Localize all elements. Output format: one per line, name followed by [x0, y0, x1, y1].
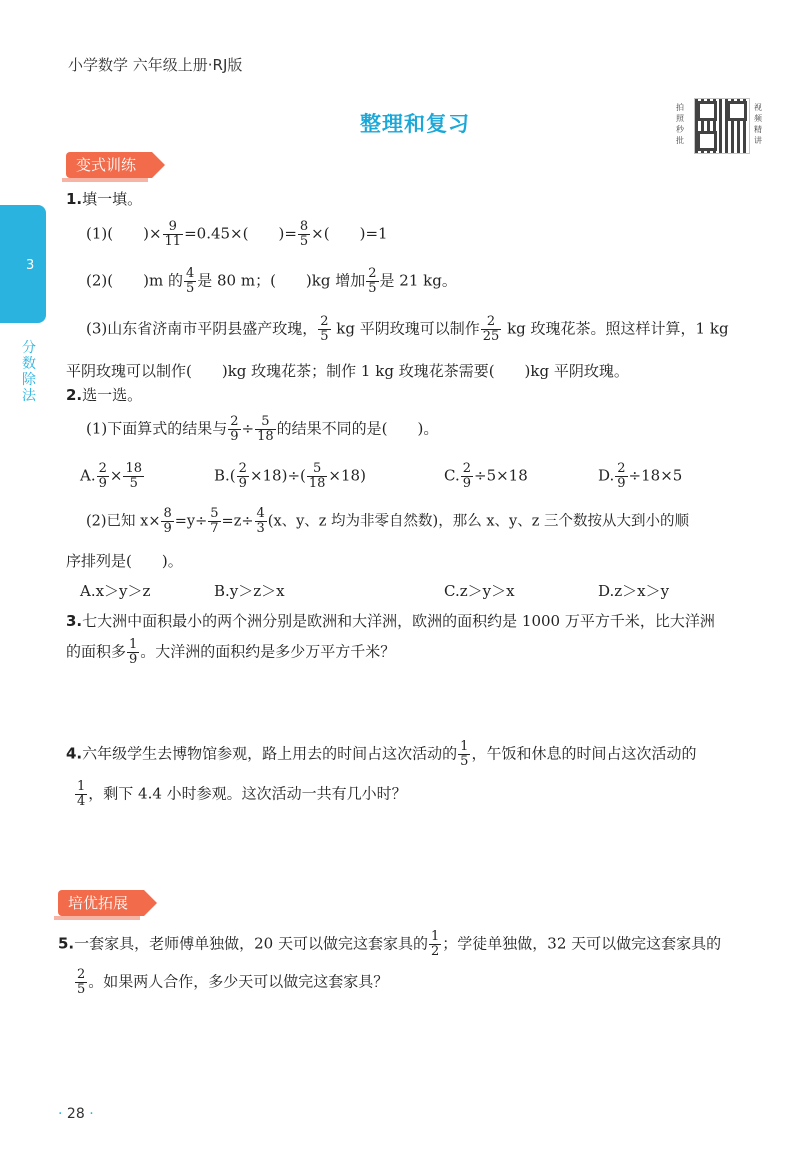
- text: 一套家具，老师傅单独做，20 天可以做完这套家具的: [74, 934, 428, 953]
- text: ×18)÷(: [249, 466, 306, 485]
- text: ×18): [328, 466, 366, 485]
- fraction: $\frac{2}{25}$: [482, 314, 500, 344]
- q2-part2-option-d[interactable]: D.z＞x＞y: [598, 582, 670, 600]
- text: kg 平阴玫瑰可以制作: [331, 319, 480, 338]
- text: A.: [80, 466, 96, 485]
- page-title: 整理和复习: [360, 112, 470, 136]
- fraction: $\frac{18}{5}$: [125, 461, 143, 491]
- q5-line2: [74, 968, 388, 997]
- fraction: $\frac{2}{9}$: [617, 461, 626, 491]
- fraction: $\frac{2}{9}$: [238, 461, 247, 491]
- fraction: $\frac{2}{5}$: [320, 314, 329, 344]
- q2-option-a[interactable]: [80, 462, 145, 491]
- text: 是 21 kg。: [379, 271, 457, 290]
- q2-number: 2.: [66, 386, 83, 404]
- fraction: $\frac{4}{5}$: [185, 266, 195, 296]
- fraction: $\frac{1}{5}$: [460, 739, 469, 769]
- q4-line1: [66, 740, 696, 769]
- q3-line2: [66, 638, 395, 667]
- text: ×: [109, 466, 123, 485]
- fraction: $\frac{2}{9}$: [98, 461, 107, 491]
- unit-label: 分数除法: [22, 340, 36, 404]
- text: 七大洲中面积最小的两个洲分别是欧洲和大洋洲，欧洲的面积约是 1000 万平方千米，比大洋洲: [82, 612, 715, 630]
- q1-number: 1.: [66, 190, 83, 208]
- section-tag-extension: 培优拓展: [58, 890, 144, 916]
- q4-line2: [74, 780, 407, 809]
- text: ，午饭和休息的时间占这次活动的: [471, 744, 697, 763]
- q2-heading: [66, 384, 142, 405]
- text: =0.45×( )=: [184, 224, 297, 243]
- fraction: $\frac{2}{5}$: [368, 266, 377, 296]
- text: 的结果不同的是( )。: [276, 419, 439, 438]
- text: =y÷: [174, 513, 208, 530]
- fraction: $\frac{2}{9}$: [462, 461, 471, 491]
- q5-line1: [58, 930, 721, 959]
- q1-part3-line2: 平阴玫瑰可以制作( )kg 玫瑰花茶；制作 1 kg 玫瑰花茶需要( )kg 平阴玫瑰。: [66, 362, 629, 380]
- text: 。大洋洲的面积约是多少万平方千米？: [140, 642, 396, 661]
- q1-heading: [66, 188, 142, 209]
- section-tag-practice: 变式训练: [66, 152, 152, 178]
- text: 六年级学生去博物馆参观，路上用去的时间占这次活动的: [82, 744, 458, 763]
- text: B.(: [214, 466, 236, 485]
- text: ×( )=1: [311, 224, 388, 243]
- text: C.: [444, 466, 460, 485]
- unit-side-tab: [0, 205, 46, 323]
- text: ÷5×18: [474, 466, 528, 485]
- qr-left-text: 拍照秒批: [676, 103, 684, 145]
- q5-number: 5.: [58, 934, 75, 953]
- fraction: $\frac{5}{18}$: [257, 414, 274, 444]
- q2-part2-option-a[interactable]: A.x＞y＞z: [80, 582, 151, 600]
- text: (x、y、z 均为非零自然数)，那么 x、y、z 三个数按从大到小的顺: [267, 513, 689, 530]
- fraction: $\frac{1}{4}$: [77, 779, 86, 809]
- text: (3)山东省济南市平阴县盛产玫瑰，: [86, 319, 318, 338]
- fraction: $\frac{4}{3}$: [256, 506, 265, 536]
- text: ÷18×5: [628, 466, 683, 485]
- q1-part2: [86, 267, 457, 296]
- text: (2)( )m 的: [86, 271, 183, 290]
- q1-title: 填一填。: [82, 190, 143, 208]
- qr-block: [676, 96, 788, 156]
- text: (2)已知 x×: [86, 513, 161, 530]
- q2-part2-option-b[interactable]: B.y＞z＞x: [214, 582, 285, 600]
- text: 是 80 m；( )kg 增加: [197, 271, 366, 290]
- text: 。如果两人合作，多少天可以做完这套家具？: [88, 972, 389, 991]
- q2-part2: [86, 507, 689, 536]
- dot-icon: ·: [89, 1106, 94, 1122]
- text: ，剩下 4.4 小时参观。这次活动一共有几小时？: [88, 784, 407, 803]
- fraction: $\frac{5}{7}$: [210, 506, 219, 536]
- q3-number: 3.: [66, 612, 83, 630]
- qr-right-text: 视频精讲: [754, 103, 762, 145]
- qr-code-icon[interactable]: [694, 98, 750, 154]
- fraction: $\frac{1}{2}$: [431, 929, 440, 959]
- q3-line1: [66, 610, 715, 631]
- text: 的面积多: [66, 642, 127, 661]
- q2-option-d[interactable]: [598, 462, 682, 491]
- q2-part1: [86, 415, 438, 444]
- page-number: [58, 1106, 94, 1122]
- q2-part2-line2: 序排列是( )。: [66, 552, 183, 570]
- text: (1)下面算式的结果与: [86, 419, 228, 438]
- q2-part2-option-c[interactable]: C.z＞y＞x: [444, 582, 515, 600]
- fraction: $\frac{1}{9}$: [129, 637, 138, 667]
- q2-title: 选一选。: [82, 386, 143, 404]
- q2-option-b[interactable]: [214, 462, 366, 491]
- fraction: $\frac{8}{5}$: [299, 219, 309, 249]
- text: =z÷: [221, 513, 254, 530]
- fraction: $\frac{8}{9}$: [163, 506, 172, 536]
- q4-number: 4.: [66, 744, 83, 763]
- text: (1)( )×: [86, 224, 162, 243]
- book-title: 小学数学 六年级上册·RJ版: [68, 56, 243, 74]
- q1-part3: [86, 315, 729, 344]
- text: ；学徒单独做，32 天可以做完这套家具的: [442, 934, 722, 953]
- q2-option-c[interactable]: [444, 462, 528, 491]
- fraction: $\frac{2}{5}$: [77, 967, 86, 997]
- fraction: $\frac{9}{11}$: [164, 219, 182, 249]
- fraction: $\frac{5}{18}$: [308, 461, 326, 491]
- unit-number: 3: [26, 258, 35, 273]
- text: ÷: [241, 419, 255, 438]
- text: kg 玫瑰花茶。照这样计算，1 kg: [502, 319, 729, 338]
- text: D.: [598, 466, 615, 485]
- fraction: $\frac{2}{9}$: [230, 414, 239, 444]
- page-number-value: 28: [66, 1106, 85, 1122]
- q1-part1: [86, 220, 388, 249]
- dot-icon: ·: [58, 1106, 63, 1122]
